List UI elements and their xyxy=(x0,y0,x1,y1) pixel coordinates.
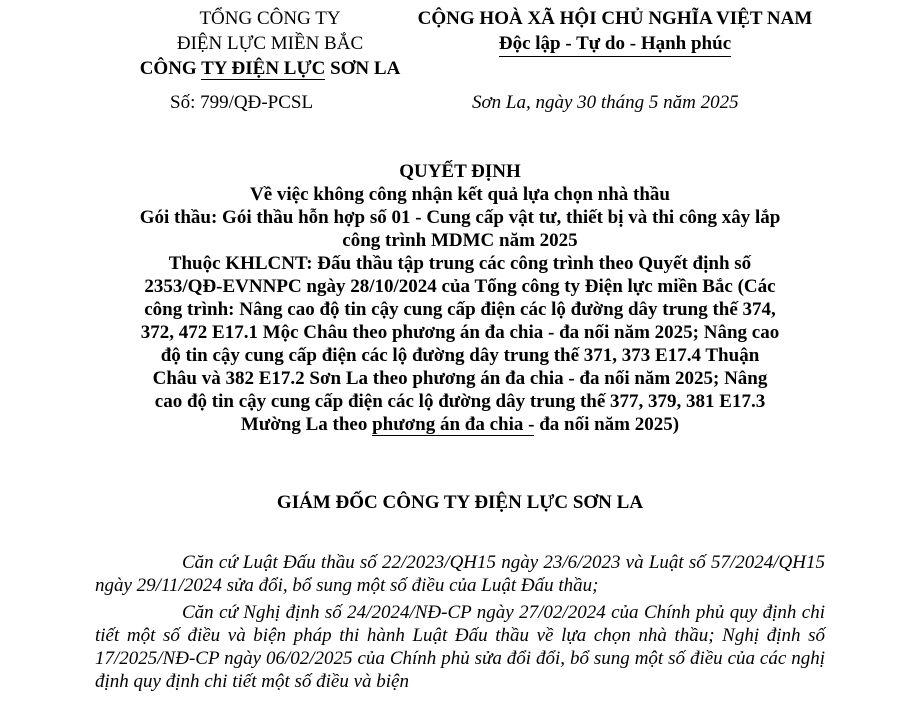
title-line: công trình MDMC năm 2025 xyxy=(342,230,578,251)
national-header xyxy=(405,6,825,57)
legal-basis-paragraph: Căn cứ Nghị định số 24/2024/NĐ-CP ngày 27/02/2024 của Chính phủ quy định chi tiết một số điều và biện pháp thi hành Luật Đấu thầu về lựa chọn nhà thầu; Nghị định số 17/2025/NĐ-CP ngày 06/02/2025 của Chính phủ sửa đổi đổi, bổ sung một số điều của các nghị định quy định chi tiết một số điều và biện xyxy=(95,602,825,692)
title-line: 372, 472 E17.1 Mộc Châu theo phương án đa chia - đa nối năm 2025; Nâng cao xyxy=(140,322,780,343)
company-name: CÔNG TY ĐIỆN LỰC SƠN LA xyxy=(139,58,401,79)
decision-title xyxy=(120,160,800,436)
title-line: Châu và 382 E17.2 Sơn La theo phương án đa chia - đa nối năm 2025; Nâng xyxy=(152,368,768,389)
place-date: Sơn La, ngày 30 tháng 5 năm 2025 xyxy=(472,92,739,113)
title-line: cao độ tin cậy cung cấp điện các lộ đường dây trung thế 377, 379, 381 E17.3 xyxy=(154,391,766,412)
title-line-last: Mường La theo phương án đa chia - đa nối năm 2025) xyxy=(240,414,680,435)
title-line: Gói thầu: Gói thầu hỗn hợp số 01 - Cung cấp vật tư, thiết bị và thi công xây lắp xyxy=(139,207,781,228)
title-line: 2353/QĐ-EVNNPC ngày 28/10/2024 của Tổng công ty Điện lực miền Bắc (Các xyxy=(144,276,776,297)
title-line: công trình: Nâng cao độ tin cậy cung cấp điện các lộ đường dây trung thế 374, xyxy=(144,299,776,320)
national-motto: Độc lập - Tự do - Hạnh phúc xyxy=(499,32,731,57)
legal-basis-paragraph: Căn cứ Luật Đấu thầu số 22/2023/QH15 ngày 23/6/2023 và Luật số 57/2024/QH15 ngày 29/11/2024 sửa đổi, bổ sung một số điều của Luật Đấu thầu; xyxy=(95,552,825,596)
parent-org: TỔNG CÔNG TY xyxy=(199,8,341,29)
issuing-authority xyxy=(120,6,420,81)
title-line: Về việc không công nhận kết quả lựa chọn nhà thầu xyxy=(249,184,670,205)
legal-basis xyxy=(95,551,825,697)
decision-heading: QUYẾT ĐỊNH xyxy=(399,161,521,182)
director-heading: GIÁM ĐỐC CÔNG TY ĐIỆN LỰC SƠN LA xyxy=(276,492,644,513)
parent-org-name: ĐIỆN LỰC MIỀN BẮC xyxy=(176,33,364,54)
title-line: Thuộc KHLCNT: Đấu thầu tập trung các công trình theo Quyết định số xyxy=(168,253,752,274)
national-name: CỘNG HOÀ XÃ HỘI CHỦ NGHĨA VIỆT NAM xyxy=(417,8,813,29)
document-number: Số: 799/QĐ-PCSL xyxy=(170,92,314,113)
title-line: độ tin cậy cung cấp điện các lộ đường dây trung thế 371, 373 E17.4 Thuận xyxy=(160,345,760,366)
